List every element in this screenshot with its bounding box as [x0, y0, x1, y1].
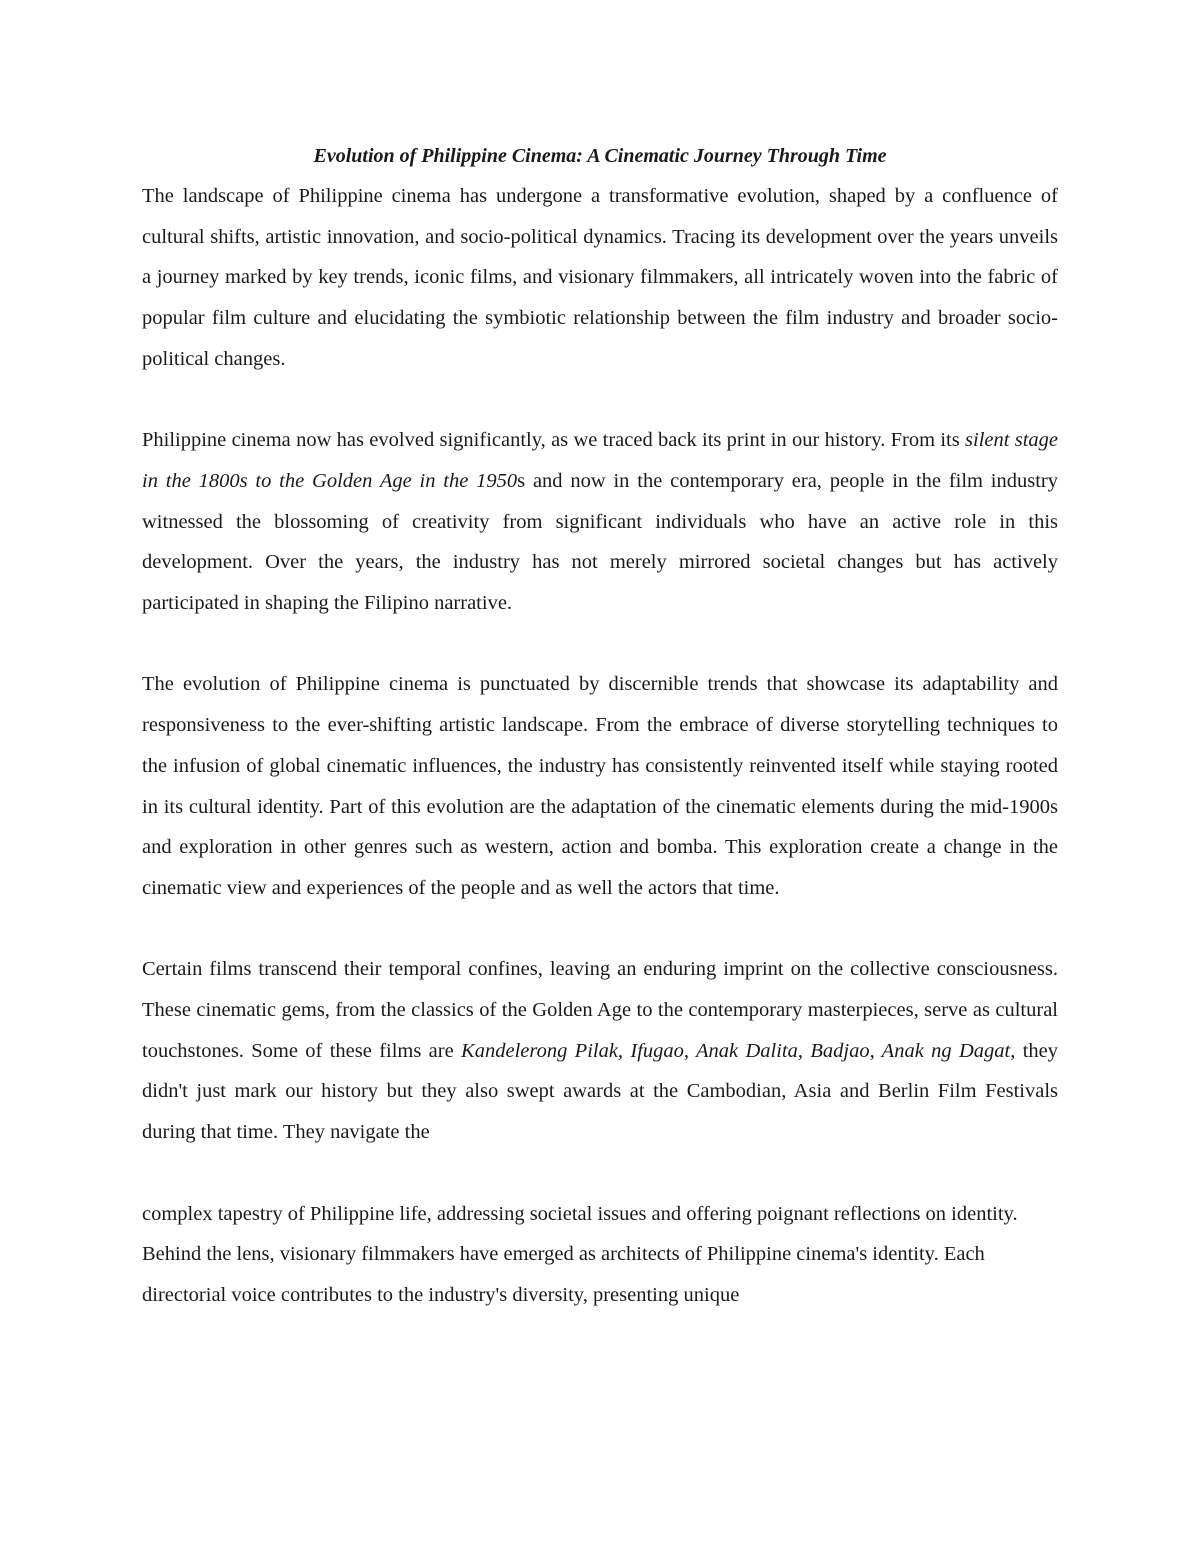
paragraph-history-text-a: Philippine cinema now has evolved significantly, as we traced back its print in our history. From its [142, 429, 966, 452]
paragraph-history-italic-era: silent stage in the 1800s to the Golden Age in the 1950 [142, 429, 1059, 492]
paragraph-introduction: The landscape of Philippine cinema has undergone a transformative evolution, shaped by a confluence of cultural shifts, artistic innovation, and socio-political dynamics. Tracing its development over the years unveils a journey marked by key trends, iconic films, and visionary filmmakers, all intricately woven into the fabric of popular film culture and elucidating the symbiotic relationship between the film industry and broader socio-political changes. [142, 185, 1058, 370]
paragraph-films-italic-titles: Kandelerong Pilak, Ifugao, Anak Dalita, Badjao, Anak ng Dagat [461, 1039, 1011, 1062]
paragraph-trends: The evolution of Philippine cinema is punctuated by discernible trends that showcase its adaptability and responsiveness to the ever-shifting artistic landscape. From the embrace of diverse storytelling techniques to the infusion of global cinematic influences, the industry has consistently reinvented itself while staying rooted in its cultural identity. Part of this evolution are the adaptation of the cinematic elements during the mid-1900s and exploration in other genres such as western, action and bomba. This exploration create a change in the cinematic view and experiences of the people and as well the actors that time. [142, 673, 1058, 899]
paragraph-spacer [142, 624, 1058, 665]
document-title: Evolution of Philippine Cinema: A Cinematic Journey Through Time [313, 145, 887, 167]
paragraph-films-text-a: Certain films transcend their temporal confines, leaving an enduring imprint on the collective consciousness. These cinematic gems, from the classics of the Golden Age to the contemporary masterpieces, serve as cultural touchstones. Some of these films are [142, 958, 1058, 1062]
paragraph-history [142, 420, 1058, 624]
paragraph-filmmakers: complex tapestry of Philippine life, addressing societal issues and offering poignant reflections on identity. Behind the lens, visionary filmmakers have emerged as architects of Philippine cinema's identity. Each directorial voice contributes to the industry's diversity, presenting unique [142, 1202, 1018, 1306]
paragraph-spacer [142, 380, 1058, 421]
paragraph-spacer [142, 909, 1058, 950]
paragraph-history-text-c: s and now in the contemporary era, people in the film industry witnessed the blossoming of creativity from significant individuals who have an active role in this development. Over the years, the industry has not merely mirrored societal changes but has actively participated in shaping the Filipino narrative. [142, 469, 1058, 615]
paragraph-films-text-c: , they didn't just mark our history but they also swept awards at the Cambodian, Asia and Berlin Film Festivals during that time. They navigate the [142, 1039, 1058, 1144]
paragraph-spacer [142, 1153, 1058, 1194]
document-body [142, 136, 1058, 1316]
paragraph-iconic-films [142, 949, 1058, 1153]
